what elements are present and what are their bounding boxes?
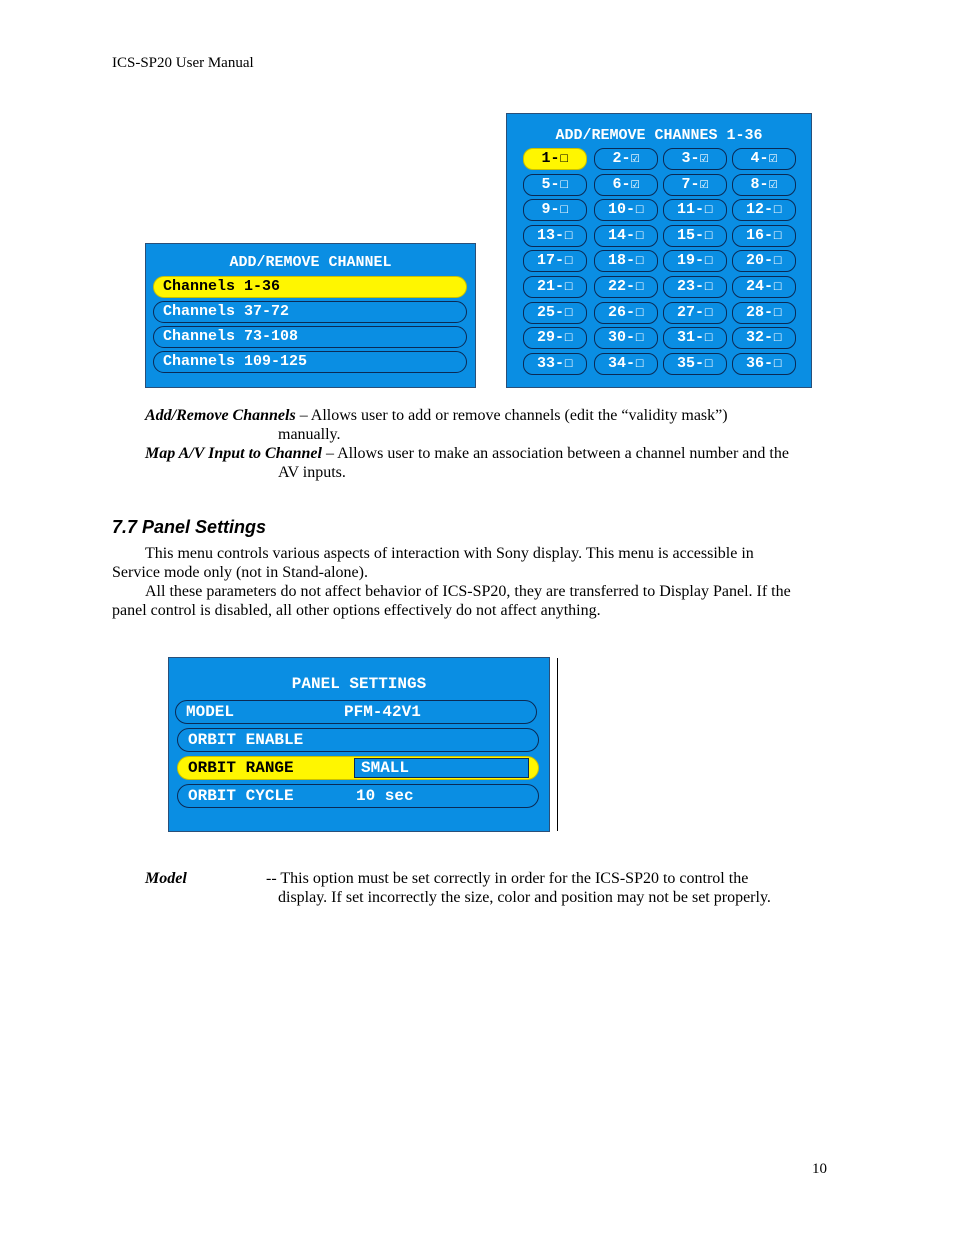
channel-cell[interactable]: 17-☐ xyxy=(523,250,587,272)
term: Add/Remove Channels xyxy=(145,407,296,424)
menu-item-channels-73-108[interactable]: Channels 73-108 xyxy=(153,326,467,348)
channel-cell[interactable]: 24-☐ xyxy=(732,276,796,298)
channel-cell[interactable]: 16-☐ xyxy=(732,225,796,247)
page-number: 10 xyxy=(812,1161,827,1177)
menu-title: PANEL SETTINGS xyxy=(291,675,427,693)
row-value: PFM-42V1 xyxy=(344,703,421,721)
definition-add-remove xyxy=(145,406,728,425)
channel-cell[interactable]: 14-☐ xyxy=(594,225,658,247)
orbit-cycle-row[interactable] xyxy=(177,784,539,808)
channel-cell[interactable]: 11-☐ xyxy=(663,199,727,221)
model-definition: -- This option must be set correctly in order for the ICS-SP20 to control the xyxy=(266,870,749,887)
channel-cell[interactable]: 29-☐ xyxy=(523,327,587,349)
channel-cell[interactable]: 30-☐ xyxy=(594,327,658,349)
channel-cell[interactable]: 21-☐ xyxy=(523,276,587,298)
channel-cell[interactable]: 15-☐ xyxy=(663,225,727,247)
definition-add-remove-cont: manually. xyxy=(278,426,341,443)
term: Map A/V Input to Channel xyxy=(145,445,322,462)
channel-cell[interactable]: 10-☐ xyxy=(594,199,658,221)
channel-cell[interactable]: 33-☐ xyxy=(523,353,587,375)
channel-cell[interactable]: 18-☐ xyxy=(594,250,658,272)
grid-title: ADD/REMOVE CHANNES 1-36 xyxy=(555,127,763,144)
channel-cell[interactable]: 26-☐ xyxy=(594,302,658,324)
paragraph-line: panel control is disabled, all other options effectively do not affect anything. xyxy=(112,602,601,619)
channel-cell[interactable]: 25-☐ xyxy=(523,302,587,324)
term: Model xyxy=(145,870,187,887)
channel-cell[interactable]: 5-☐ xyxy=(523,174,587,196)
orbit-enable-row[interactable] xyxy=(177,728,539,752)
channel-cell[interactable]: 22-☐ xyxy=(594,276,658,298)
row-label: MODEL xyxy=(186,703,235,721)
channel-cell[interactable]: 1-☐ xyxy=(523,148,587,170)
channel-cell[interactable]: 4-☑ xyxy=(732,148,796,170)
channel-cell[interactable]: 19-☐ xyxy=(663,250,727,272)
channel-cell[interactable]: 23-☐ xyxy=(663,276,727,298)
add-remove-channel-menu xyxy=(145,243,476,388)
model-term xyxy=(145,869,187,888)
divider-line xyxy=(557,658,558,831)
row-label: ORBIT RANGE xyxy=(188,759,294,777)
channel-cell[interactable]: 8-☑ xyxy=(732,174,796,196)
menu-item-channels-1-36[interactable]: Channels 1-36 xyxy=(153,276,467,298)
menu-item-channels-37-72[interactable]: Channels 37-72 xyxy=(153,301,467,323)
channel-cell[interactable]: 34-☐ xyxy=(594,353,658,375)
document-header: ICS-SP20 User Manual xyxy=(112,55,254,71)
menu-title: ADD/REMOVE CHANNEL xyxy=(229,254,392,271)
channel-cell[interactable]: 20-☐ xyxy=(732,250,796,272)
channel-grid-menu xyxy=(506,113,812,388)
row-label: ORBIT CYCLE xyxy=(188,787,294,805)
definition-text: – Allows user to add or remove channels (edit the “validity mask”) xyxy=(295,407,728,424)
paragraph-line: All these parameters do not affect behavior of ICS-SP20, they are transferred to Display Panel. If the xyxy=(145,583,791,600)
channel-cell[interactable]: 12-☐ xyxy=(732,199,796,221)
definition-map-av-cont: AV inputs. xyxy=(278,464,346,481)
menu-item-channels-109-125[interactable]: Channels 109-125 xyxy=(153,351,467,373)
channel-cell[interactable]: 36-☐ xyxy=(732,353,796,375)
model-definition-cont: display. If set incorrectly the size, color and position may not be set properly. xyxy=(278,889,771,906)
channel-cell[interactable]: 13-☐ xyxy=(523,225,587,247)
panel-settings-menu xyxy=(168,657,550,832)
paragraph-line: This menu controls various aspects of interaction with Sony display. This menu is accessible in xyxy=(145,545,754,562)
channel-cell[interactable]: 9-☐ xyxy=(523,199,587,221)
channel-cell[interactable]: 7-☑ xyxy=(663,174,727,196)
channel-cell[interactable]: 2-☑ xyxy=(594,148,658,170)
orbit-range-row[interactable] xyxy=(177,756,539,780)
channel-cell[interactable]: 28-☐ xyxy=(732,302,796,324)
definition-map-av xyxy=(145,444,789,463)
channel-cell[interactable]: 6-☑ xyxy=(594,174,658,196)
channel-cell[interactable]: 32-☐ xyxy=(732,327,796,349)
channel-cell[interactable]: 3-☑ xyxy=(663,148,727,170)
channel-cell[interactable]: 27-☐ xyxy=(663,302,727,324)
paragraph-line: Service mode only (not in Stand-alone). xyxy=(112,564,368,581)
model-row[interactable] xyxy=(175,700,537,724)
orbit-range-value-field[interactable]: SMALL xyxy=(354,758,529,778)
row-label: ORBIT ENABLE xyxy=(188,731,304,749)
channel-cell[interactable]: 31-☐ xyxy=(663,327,727,349)
section-heading: 7.7 Panel Settings xyxy=(112,517,267,537)
channel-cell[interactable]: 35-☐ xyxy=(663,353,727,375)
definition-text: – Allows user to make an association between a channel number and the xyxy=(321,445,789,462)
row-value: 10 sec xyxy=(356,787,414,805)
